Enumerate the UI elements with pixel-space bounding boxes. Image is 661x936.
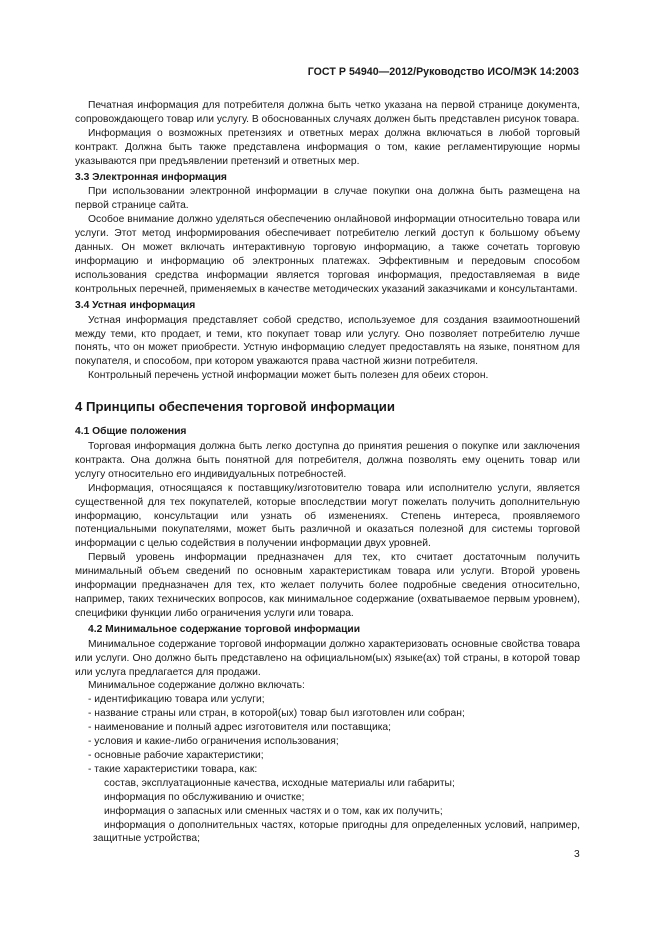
paragraph: Печатная информация для потребителя должна быть четко указана на первой странице документа, сопровождающего товар или услугу. В обоснованных случаях должен быть представлен рисунок товара. <box>75 100 580 125</box>
list-item: - основные рабочие характеристики; <box>88 749 264 761</box>
paragraph: Первый уровень информации предназначен для тех, кто считает достаточным получить минимальный объем сведений по основным характеристикам товара или услуги. Второй уровень информации предназначен для тех, кто желает получить более подробные сведения относительно, например, таких технических вопросов, как минимальное содержание (охватываемое первым уровнем), специфики функции либо ограничения услуги или товара. <box>75 552 580 619</box>
section-heading-3-4: 3.4 Устная информация <box>75 299 196 311</box>
list-item: - условия и какие-либо ограничения использования; <box>88 736 339 748</box>
page-number: 3 <box>574 849 580 860</box>
section-heading-4-1: 4.1 Общие положения <box>75 426 187 438</box>
paragraph: Особое внимание должно уделяться обеспечению онлайновой информации относительно товара или услуги. Этот метод информирования обеспечивает потребителю легкий доступ к большому объему данных. Он может включать интерактивную торговую информацию, а также сочетать торговую информацию и информацию об электронных платежах. Эффективным и передовым способом использования средства информации является торговая информация, предоставляемая в виде контрольных перечней, применяемых в качестве методических указаний заказчиками и консультантами. <box>75 214 580 295</box>
paragraph: При использовании электронной информации в случае покупки она должна быть размещена на первой странице сайта. <box>75 186 580 212</box>
paragraph: Информация о возможных претензиях и ответных мерах должна включаться в любой торговый контракт. Должна быть также представлена информация о том, какие регламентирующие нормы указываются при предъявлении претензий и ответных мер. <box>75 127 580 167</box>
paragraph: Минимальное содержание должно включать: <box>88 680 305 692</box>
list-item: - название страны или стран, в которой(ых) товар был изготовлен или собран; <box>88 708 465 720</box>
document-body <box>75 99 580 846</box>
paragraph: Устная информация представляет собой средство, используемое для создания взаимоотношений между теми, кто продает, и теми, кто покупает товар или услугу. Оно позволяет потребителю лучше понять, что он может приобрести. Устную информацию следует предоставлять на языке, понятном для покупателя, и способом, при котором уважаются права частной жизни потребителя. <box>75 314 580 368</box>
paragraph: Минимальное содержание торговой информации должно характеризовать основные свойства товара или услуги. Оно должно быть представлено на официальном(ых) языке(ах) той страны, в которой товар или услуга предлагается для продажи. <box>75 638 580 678</box>
sublist-item: состав, эксплуатационные качества, исходные материалы или габариты; <box>104 777 455 789</box>
characteristics-sublist <box>75 777 580 847</box>
sublist-item: информация о запасных или сменных частях и о том, как их получить; <box>104 805 443 817</box>
chapter-heading-4: 4 Принципы обеспечения торговой информации <box>75 399 395 415</box>
sublist-item: информация о дополнительных частях, которые пригодны для определенных условий, например, защитные устройства; <box>93 819 580 845</box>
section-heading-3-3: 3.3 Электронная информация <box>75 171 227 183</box>
section-heading-4-2: 4.2 Минимальное содержание торговой информации <box>88 623 361 635</box>
sublist-item: информация по обслуживанию и очистке; <box>104 791 305 803</box>
list-item: - такие характеристики товара, как: <box>88 763 258 775</box>
list-item: - наименование и полный адрес изготовителя или поставщика; <box>88 722 392 734</box>
list-item: - идентификацию товара или услуги; <box>88 694 265 706</box>
paragraph: Торговая информация должна быть легко доступна до принятия решения о покупке или заключения контракта. Она должна быть понятной для потребителя, должна позволять ему оценить товар или услугу относительно его индивидуальных потребностей. <box>75 441 580 480</box>
paragraph: Контрольный перечень устной информации может быть полезен для обеих сторон. <box>88 370 489 382</box>
document-header: ГОСТ Р 54940—2012/Руководство ИСО/МЭК 14:2003 <box>307 66 579 78</box>
requirements-list <box>75 693 580 776</box>
paragraph: Информация, относящаяся к поставщику/изготовителю товара или исполнителю услуги, является существенной для тех покупателей, которые впоследствии могут пожелать получить дополнительную информацию, консультации или узнать об изменениях. Степень интереса, проявляемого потенциальными покупателями, может быть различной и оказаться полезной для системы торговой информации с целью содействия в получении информации двух уровней. <box>75 482 580 550</box>
